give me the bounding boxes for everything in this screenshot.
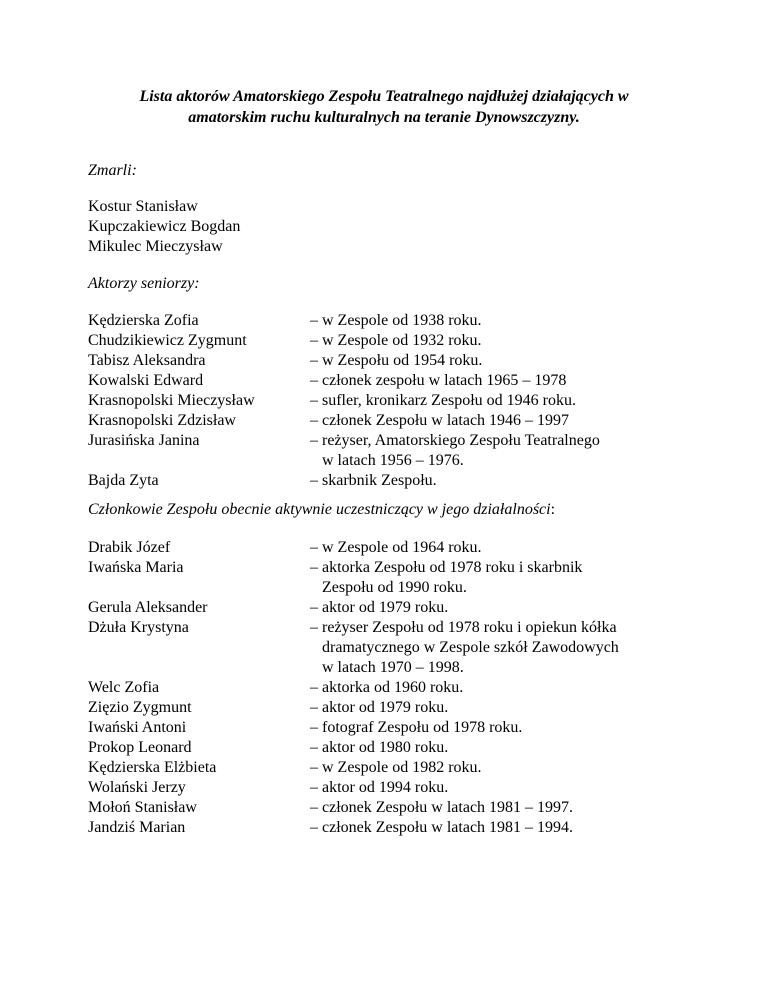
member-name: Kędzierska Zofia <box>88 312 199 329</box>
member-description <box>310 331 690 351</box>
description-line: – w Zespole od 1964 roku. <box>310 539 482 556</box>
description-line: – aktor od 1979 roku. <box>310 699 449 716</box>
description-line: – fotograf Zespołu od 1978 roku. <box>310 719 523 736</box>
list-item <box>88 738 688 758</box>
description-line: – skarbnik Zespołu. <box>310 472 437 489</box>
member-description <box>310 471 690 491</box>
active-heading-text: Członkowie Zespołu obecnie aktywnie uczestniczący w jego działalności <box>88 501 551 518</box>
list-item <box>88 778 688 798</box>
member-description <box>310 598 690 618</box>
member-name: Jurasińska Janina <box>88 432 200 449</box>
list-item <box>88 471 688 491</box>
member-name: Chudzikiewicz Zygmunt <box>88 332 247 349</box>
member-name: Wolański Jerzy <box>88 779 186 796</box>
title-line-1: Lista aktorów Amatorskiego Zespołu Teatralnego najdłużej działających w <box>139 88 629 105</box>
list-item <box>88 431 688 471</box>
active-heading-colon: : <box>550 501 556 518</box>
seniors-heading: Aktorzy seniorzy: <box>88 275 200 292</box>
description-line: – członek Zespołu w latach 1981 – 1994. <box>310 819 574 836</box>
description-line: – aktor od 1994 roku. <box>310 779 449 796</box>
member-name: Drabik Józef <box>88 539 171 556</box>
member-description <box>310 351 690 371</box>
list-item <box>88 391 688 411</box>
description-line: – w Zespole od 1932 roku. <box>310 332 482 349</box>
seniors-list <box>88 311 688 491</box>
description-line: dramatycznego w Zespole szkół Zawodowych <box>322 639 619 656</box>
description-line: – członek Zespołu w latach 1946 – 1997 <box>310 412 570 429</box>
description-line: – aktor od 1980 roku. <box>310 739 449 756</box>
list-item <box>88 758 688 778</box>
member-description <box>310 371 690 391</box>
member-description <box>310 618 690 678</box>
deceased-list <box>88 197 240 257</box>
list-item: Kupczakiewicz Bogdan <box>88 218 241 235</box>
description-line: w latach 1956 – 1976. <box>322 452 464 469</box>
description-line: – członek Zespołu w latach 1981 – 1997. <box>310 799 574 816</box>
list-item <box>88 371 688 391</box>
member-name: Kędzierska Elżbieta <box>88 759 217 776</box>
list-item <box>88 411 688 431</box>
list-item <box>88 351 688 371</box>
member-name: Bajda Zyta <box>88 472 159 489</box>
member-name: Iwańska Maria <box>88 559 184 576</box>
member-description <box>310 558 690 598</box>
member-description <box>310 678 690 698</box>
member-description <box>310 311 690 331</box>
description-line: Zespołu od 1990 roku. <box>322 579 467 596</box>
member-description <box>310 698 690 718</box>
description-line: – reżyser Zespołu od 1978 roku i opiekun kółka <box>310 619 617 636</box>
member-description <box>310 431 690 471</box>
list-item <box>88 558 688 598</box>
member-name: Mołoń Stanisław <box>88 799 197 816</box>
list-item <box>88 618 688 678</box>
member-description <box>310 798 690 818</box>
member-description <box>310 411 690 431</box>
description-line: – aktorka Zespołu od 1978 roku i skarbnik <box>310 559 583 576</box>
list-item <box>88 538 688 558</box>
description-line: – członek zespołu w latach 1965 – 1978 <box>310 372 567 389</box>
list-item: Kostur Stanisław <box>88 198 198 215</box>
description-line: – w Zespole od 1938 roku. <box>310 312 482 329</box>
list-item <box>88 818 688 838</box>
member-name: Jandziś Marian <box>88 819 186 836</box>
deceased-heading: Zmarli: <box>88 162 137 179</box>
list-item <box>88 798 688 818</box>
member-name: Welc Zofia <box>88 679 160 696</box>
member-description <box>310 758 690 778</box>
member-name: Prokop Leonard <box>88 739 192 756</box>
member-name: Krasnopolski Zdzisław <box>88 412 236 429</box>
document-title <box>100 86 668 128</box>
list-item <box>88 311 688 331</box>
member-description <box>310 818 690 838</box>
description-line: – w Zespołu od 1954 roku. <box>310 352 483 369</box>
description-line: w latach 1970 – 1998. <box>322 659 464 676</box>
member-description <box>310 738 690 758</box>
member-description <box>310 391 690 411</box>
member-name: Zięzio Zygmunt <box>88 699 192 716</box>
description-line: – reżyser, Amatorskiego Zespołu Teatralnego <box>310 432 600 449</box>
description-line: – aktor od 1979 roku. <box>310 599 449 616</box>
title-line-2: amatorskim ruchu kulturalnych na teranie Dynowszczyzny. <box>188 109 580 126</box>
member-name: Kowalski Edward <box>88 372 204 389</box>
list-item <box>88 678 688 698</box>
member-description <box>310 778 690 798</box>
list-item <box>88 718 688 738</box>
description-line: – sufler, kronikarz Zespołu od 1946 roku. <box>310 392 576 409</box>
list-item <box>88 598 688 618</box>
member-name: Krasnopolski Mieczysław <box>88 392 255 409</box>
member-name: Iwański Antoni <box>88 719 187 736</box>
member-name: Gerula Aleksander <box>88 599 208 616</box>
list-item <box>88 331 688 351</box>
list-item: Mikulec Mieczysław <box>88 238 223 255</box>
member-description <box>310 538 690 558</box>
member-name: Dżuła Krystyna <box>88 619 189 636</box>
member-name: Tabisz Aleksandra <box>88 352 206 369</box>
active-list <box>88 538 688 838</box>
member-description <box>310 718 690 738</box>
active-heading <box>88 500 555 520</box>
description-line: – w Zespole od 1982 roku. <box>310 759 482 776</box>
description-line: – aktorka od 1960 roku. <box>310 679 464 696</box>
list-item <box>88 698 688 718</box>
